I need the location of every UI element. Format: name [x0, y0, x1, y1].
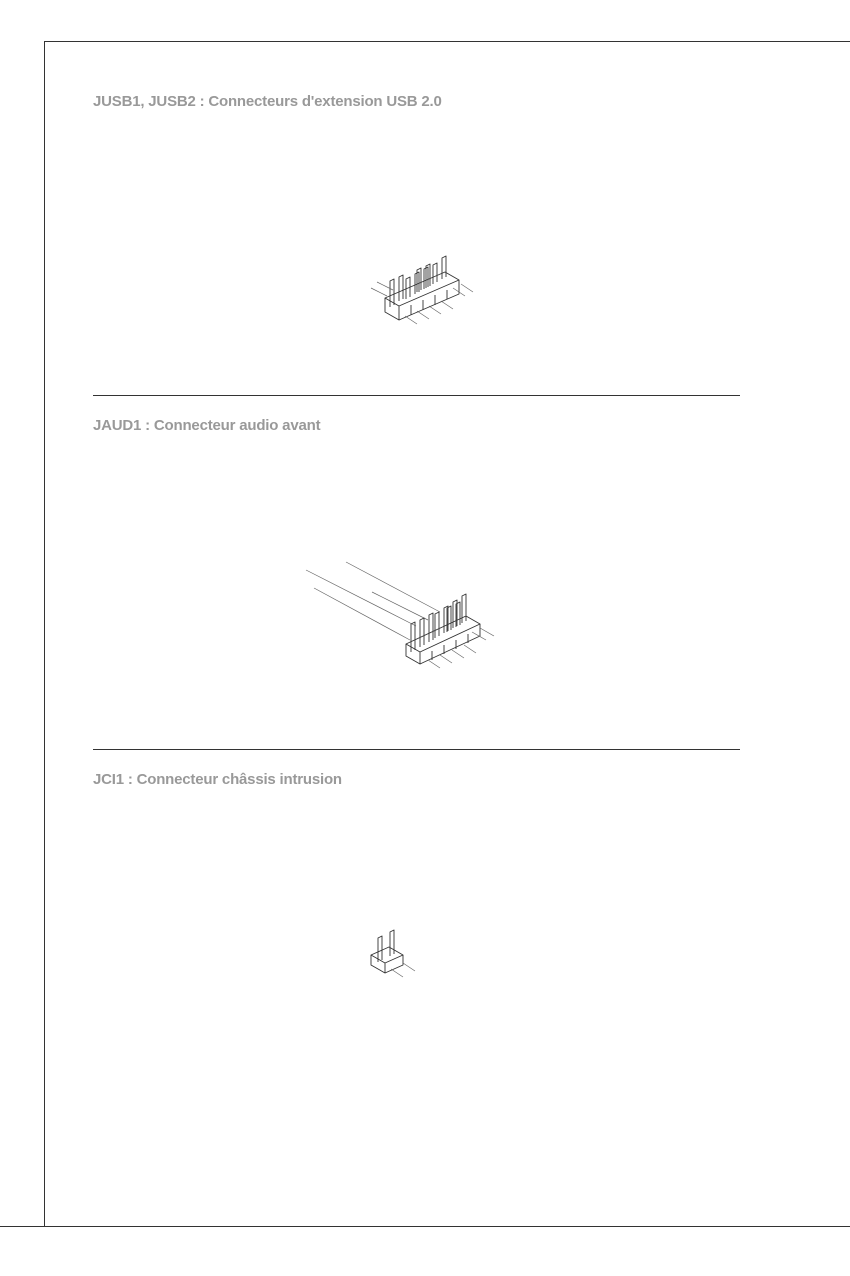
section-divider [93, 395, 740, 396]
page-frame-left-rule [44, 41, 45, 1226]
jci-header-housing [371, 947, 403, 973]
section-title-jusb: JUSB1, JUSB2 : Connecteurs d'extension USB 2.0 [93, 93, 442, 110]
page-frame-bottom-rule [0, 1226, 850, 1227]
usb-pin-header-diagram [365, 250, 480, 330]
chassis-intrusion-pin-header-diagram [365, 925, 425, 980]
section-divider [93, 749, 740, 750]
usb-header-leader-lines [371, 282, 473, 324]
usb-header-housing [385, 272, 459, 320]
front-audio-pin-header-diagram [300, 560, 500, 670]
jci-header-pins [378, 930, 394, 962]
section-title-jci: JCI1 : Connecteur châssis intrusion [93, 771, 342, 788]
page-frame-top-rule [44, 41, 850, 42]
section-title-jaud: JAUD1 : Connecteur audio avant [93, 417, 321, 434]
audio-header-pins-back-row [435, 594, 466, 638]
audio-header-leader-lines-short [428, 628, 494, 668]
